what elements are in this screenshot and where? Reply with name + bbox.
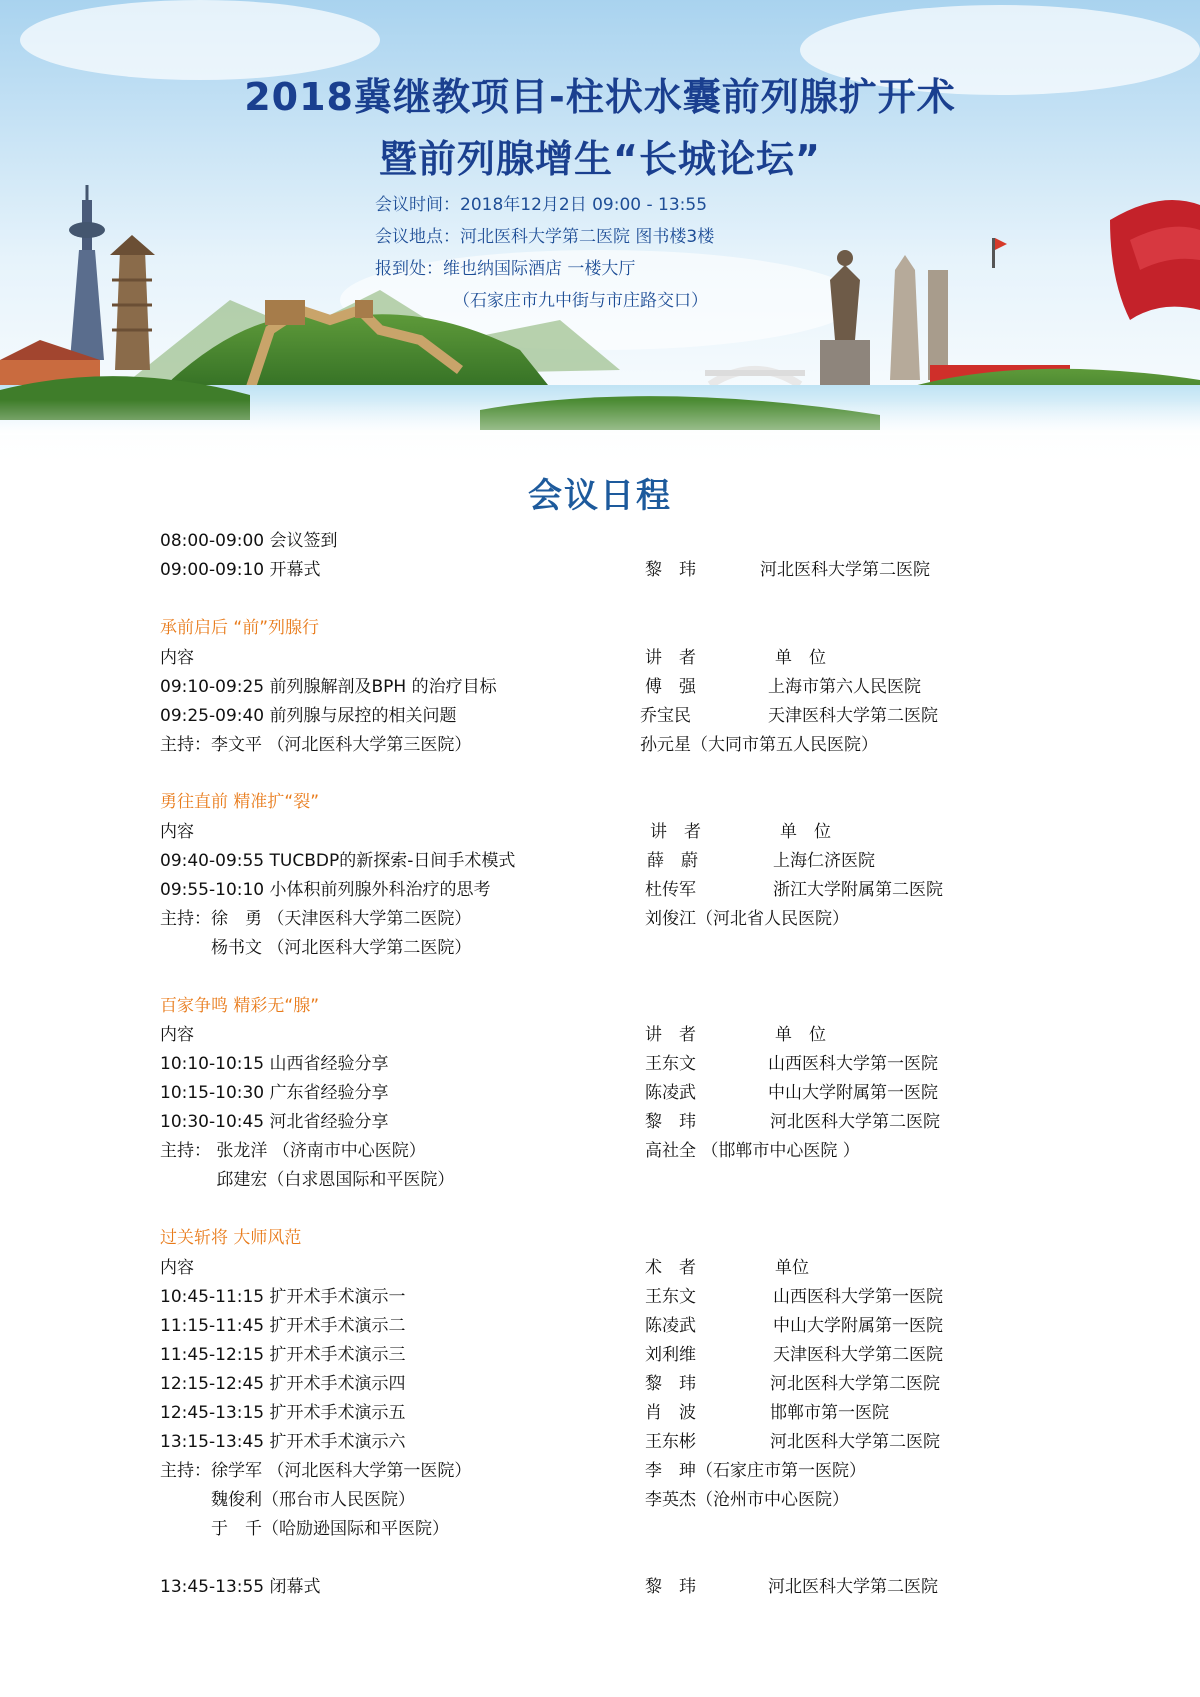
talk-unit: 河北医科大学第二医院: [770, 1374, 940, 1394]
talk-item: 09:40-09:55 TUCBDP的新探索-日间手术模式: [160, 851, 516, 871]
talk-item: 12:15-12:45 扩开术手术演示四: [160, 1374, 406, 1394]
column-header-unit: 单位: [775, 1258, 809, 1278]
host-left: 魏俊利（邢台市人民医院）: [160, 1490, 415, 1510]
opening-speaker: 黎 玮: [645, 560, 696, 580]
talk-item: 09:10-09:25 前列腺解剖及BPH 的治疗目标: [160, 677, 497, 697]
signin-item: 08:00-09:00 会议签到: [160, 531, 338, 551]
column-header-unit: 单 位: [775, 1025, 826, 1045]
talk-unit: 天津医科大学第二医院: [768, 706, 938, 726]
host-left: 主持： 张龙洋 （济南市中心医院）: [160, 1141, 426, 1161]
title-line1: 2018冀继教项目-柱状水囊前列腺扩开术: [244, 75, 956, 119]
talk-speaker: 杜传军: [645, 880, 696, 900]
talk-unit: 山西医科大学第一医院: [768, 1054, 938, 1074]
talk-speaker: 傅 强: [645, 677, 696, 697]
host-right: 李英杰（沧州市中心医院）: [645, 1490, 849, 1510]
column-header-unit: 单 位: [780, 822, 831, 842]
section-title: 过关斩将 大师风范: [160, 1228, 302, 1248]
section-title: 勇往直前 精准扩“裂”: [160, 792, 320, 812]
column-header-content: 内容: [160, 822, 194, 842]
talk-unit: 中山大学附属第一医院: [773, 1316, 943, 1336]
column-header-unit: 单 位: [775, 648, 826, 668]
talk-item: 10:30-10:45 河北省经验分享: [160, 1112, 389, 1132]
column-header-speaker: 术 者: [645, 1258, 696, 1278]
talk-speaker: 刘利维: [645, 1345, 696, 1365]
section-title: 承前启后 “前”列腺行: [160, 618, 320, 638]
talk-speaker: 肖 波: [645, 1403, 696, 1423]
talk-unit: 上海仁济医院: [773, 851, 875, 871]
closing-unit: 河北医科大学第二医院: [768, 1577, 938, 1597]
talk-speaker: 王东彬: [645, 1432, 696, 1452]
host-right: 李 珅（石家庄市第一医院）: [645, 1461, 866, 1481]
schedule-title: 会议日程: [528, 476, 672, 516]
host-left: 于 千（哈励逊国际和平医院）: [160, 1519, 449, 1539]
talk-speaker: 陈凌武: [645, 1083, 696, 1103]
talk-speaker: 王东文: [645, 1054, 696, 1074]
host-left: 主持：徐学军 （河北医科大学第一医院）: [160, 1461, 472, 1481]
column-header-content: 内容: [160, 1025, 194, 1045]
registration-desk: 报到处：维也纳国际酒店 一楼大厅: [375, 259, 636, 279]
meeting-location: 会议地点：河北医科大学第二医院 图书楼3楼: [375, 227, 715, 247]
column-header-content: 内容: [160, 1258, 194, 1278]
host-right: 刘俊江（河北省人民医院）: [645, 909, 849, 929]
talk-item: 10:15-10:30 广东省经验分享: [160, 1083, 389, 1103]
closing-speaker: 黎 玮: [645, 1577, 696, 1597]
column-header-content: 内容: [160, 648, 194, 668]
registration-address: （石家庄市九中街与市庄路交口）: [453, 291, 708, 311]
meeting-time: 会议时间：2018年12月2日 09:00 - 13:55: [375, 195, 708, 215]
talk-speaker: 黎 玮: [645, 1112, 696, 1132]
host-right: 高社全 （邯郸市中心医院 ）: [645, 1141, 860, 1161]
talk-item: 11:15-11:45 扩开术手术演示二: [160, 1316, 406, 1336]
opening-item: 09:00-09:10 开幕式: [160, 560, 321, 580]
section-title: 百家争鸣 精彩无“腺”: [160, 996, 320, 1016]
talk-unit: 河北医科大学第二医院: [770, 1112, 940, 1132]
talk-item: 09:25-09:40 前列腺与尿控的相关问题: [160, 706, 457, 726]
talk-speaker: 乔宝民: [640, 706, 691, 726]
talk-unit: 中山大学附属第一医院: [768, 1083, 938, 1103]
talk-speaker: 薛 蔚: [647, 851, 698, 871]
talk-speaker: 陈凌武: [645, 1316, 696, 1336]
talk-unit: 山西医科大学第一医院: [773, 1287, 943, 1307]
opening-unit: 河北医科大学第二医院: [760, 560, 930, 580]
host-right: 孙元星（大同市第五人民医院）: [640, 735, 878, 755]
talk-item: 12:45-13:15 扩开术手术演示五: [160, 1403, 406, 1423]
talk-item: 13:15-13:45 扩开术手术演示六: [160, 1432, 406, 1452]
host-left: 杨书文 （河北医科大学第二医院）: [160, 938, 472, 958]
talk-unit: 天津医科大学第二医院: [773, 1345, 943, 1365]
talk-unit: 浙江大学附属第二医院: [773, 880, 943, 900]
talk-unit: 河北医科大学第二医院: [770, 1432, 940, 1452]
column-header-speaker: 讲 者: [645, 1025, 696, 1045]
talk-unit: 上海市第六人民医院: [768, 677, 921, 697]
column-header-speaker: 讲 者: [645, 648, 696, 668]
title-line2: 暨前列腺增生“长城论坛”: [379, 137, 821, 181]
host-left: 邱建宏（白求恩国际和平医院）: [160, 1170, 455, 1190]
talk-speaker: 王东文: [645, 1287, 696, 1307]
closing-item: 13:45-13:55 闭幕式: [160, 1577, 321, 1597]
host-left: 主持：徐 勇 （天津医科大学第二医院）: [160, 909, 472, 929]
talk-item: 11:45-12:15 扩开术手术演示三: [160, 1345, 406, 1365]
talk-item: 10:10-10:15 山西省经验分享: [160, 1054, 389, 1074]
host-left: 主持：李文平 （河北医科大学第三医院）: [160, 735, 472, 755]
column-header-speaker: 讲 者: [650, 822, 701, 842]
talk-item: 09:55-10:10 小体积前列腺外科治疗的思考: [160, 880, 491, 900]
talk-speaker: 黎 玮: [645, 1374, 696, 1394]
talk-item: 10:45-11:15 扩开术手术演示一: [160, 1287, 406, 1307]
talk-unit: 邯郸市第一医院: [770, 1403, 889, 1423]
